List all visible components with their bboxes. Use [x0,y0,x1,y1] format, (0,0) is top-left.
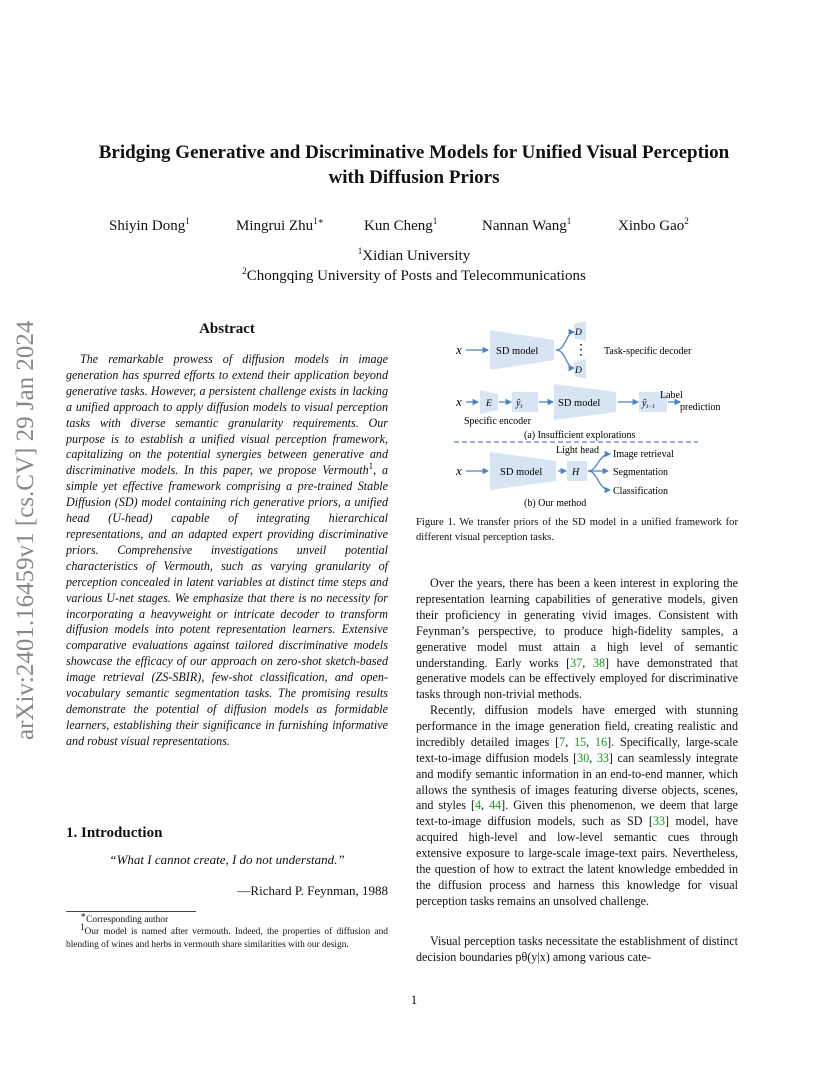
affiliation: $^1$Xidian University [357,246,471,264]
paper-title [60,140,768,190]
sd-model-label: SD model [500,467,543,478]
label-prediction-text: Label [660,390,683,401]
encoder-label: E [486,399,492,409]
author: Kun Cheng$^1$ [364,216,438,234]
task-label: Classification [613,486,668,497]
sd-model-label: SD model [496,346,539,357]
figure-1-diagram [416,318,740,510]
sd-model-label: SD model [558,398,601,409]
caption-a: (a) Insufficient explorations [524,430,636,441]
footnote-corresponding: ∗Corresponding author [80,909,169,925]
latent-label: $ŷ_t$ [516,398,523,410]
head-label: H [572,467,580,478]
arrow [588,471,610,490]
ellipsis-icon: ⋮ [574,343,588,358]
light-head-label: Light head [556,445,600,456]
title-line-1: Bridging Generative and Discriminative Models for Unified Visual Perception [98,142,730,163]
author: Mingrui Zhu$^{1∗}$ [236,216,324,234]
input-x: x [456,463,462,478]
task-label: Image retrieval [613,449,674,460]
footnote-vermouth: $^1$Our model is named after vermouth. Indeed, the properties of diffusion and blending of wines and herbs in vermouth share similarities with our design. [66,921,388,950]
abstract-heading: Abstract [199,321,255,337]
arrow [556,332,574,350]
arrow [588,454,610,471]
intro-paragraph-1: Over the years, there has been a keen interest in exploring the representation learning capabilities of generative models, given their proficiency in generating vivid images. Consistent with Feynman’s perspective, to produce high-fidelity samples, a generative model must attain a high level of semantic understanding. Early works [37, 38] have demonstrated that generative models can be effectively employed for discriminative tasks through non-trivial methods. [416,576,738,702]
input-x: x [456,394,462,409]
task-label: Segmentation [613,467,668,478]
label-prediction-text: prediction [680,402,721,413]
arrow [556,350,574,368]
task-specific-decoder-label: Task-specific decoder [604,346,692,357]
figure-1-caption: Figure 1. We transfer priors of the SD model in a unified framework for different visual perception tasks. [416,517,738,543]
author: Nannan Wang$^1$ [482,216,572,234]
intro-paragraph-3: Visual perception tasks necessitate the establishment of distinct decision boundaries pθ(y|x) among various cate- [416,934,738,964]
author: Xinbo Gao$^2$ [618,216,689,234]
decoder-label: D [575,328,582,338]
abstract-body: The remarkable prowess of diffusion models in image generation has spurred efforts to extend their application beyond generative tasks. However, a persistent challenge exists in lacking a unified approach to apply diffusion models to visual perception tasks with diverse semantic granularity requirements. Our purpose is to establish a unified visual perception framework, capitalizing on the potential synergies between generative and discriminative models. In this paper, we propose Vermouth$^1$, a simple yet effective framework comprising a pre-trained Stable Diffusion (SD) model containing rich generative priors, a unified head (U-head) capable of integrating hierarchical representations, and an adapted expert providing discriminative priors. Comprehensive investigations unveil potential characteristics of Vermouth, such as varying granularity of perception concealed in latent variables at distinct time steps and various U-net stages. We emphasize that there is no necessity for incorporating a heavyweight or intricate decoder to transform diffusion models into potent representation learners. Extensive comparative evaluations against tailored discriminative models showcase the efficacy of our approach on zero-shot sketch-based image retrieval (ZS-SBIR), few-shot classification, and open-vocabulary semantic segmentation tasks. The promising results demonstrate the potential of diffusion models as formidable learners, establishing their significance in furnishing informative and robust visual representations. [66,352,388,748]
intro-heading: 1. Introduction [66,825,163,841]
affiliation: $^2$Chongqing University of Posts and Telecommunications [242,266,586,284]
caption-b: (b) Our method [524,498,587,509]
arxiv-stamp: arXiv:2401.16459v1 [cs.CV] 29 Jan 2024 [12,320,39,740]
author: Shiyin Dong$^1$ [109,216,190,234]
page-number: 1 [410,992,418,1007]
epigraph-quote: “What I cannot create, I do not understand.” [109,852,345,867]
intro-paragraph-2: Recently, diffusion models have emerged with stunning performance in the image generation field, creating realistic and incredibly detailed images [7, 15, 16]. Specifically, large-scale text-to-image diffusion models [30, 33] can seamlessly integrate and modify semantic information in an end-to-end manner, which allows the synthesis of images featuring diverse objects, scenes, and styles [4, 44]. Given this phenomenon, we deem that large text-to-image diffusion models, such as SD [33] model, have acquired high-level and low-level semantic cues through extensive exposure to large-scale image-text pairs. Nevertheless, the question of how to extract the latent knowledge embedded in the diffusion process and harness this knowledge for visual perception tasks remains an unsolved challenge. [416,703,739,908]
input-x: x [456,342,462,357]
latent-label: $ŷ_{t-1}$ [642,398,656,410]
decoder-label: D [575,366,582,376]
epigraph-author: —Richard P. Feynman, 1988 [237,883,388,898]
title-line-2: with Diffusion Priors [328,167,500,188]
specific-encoder-label: Specific encoder [464,416,531,427]
